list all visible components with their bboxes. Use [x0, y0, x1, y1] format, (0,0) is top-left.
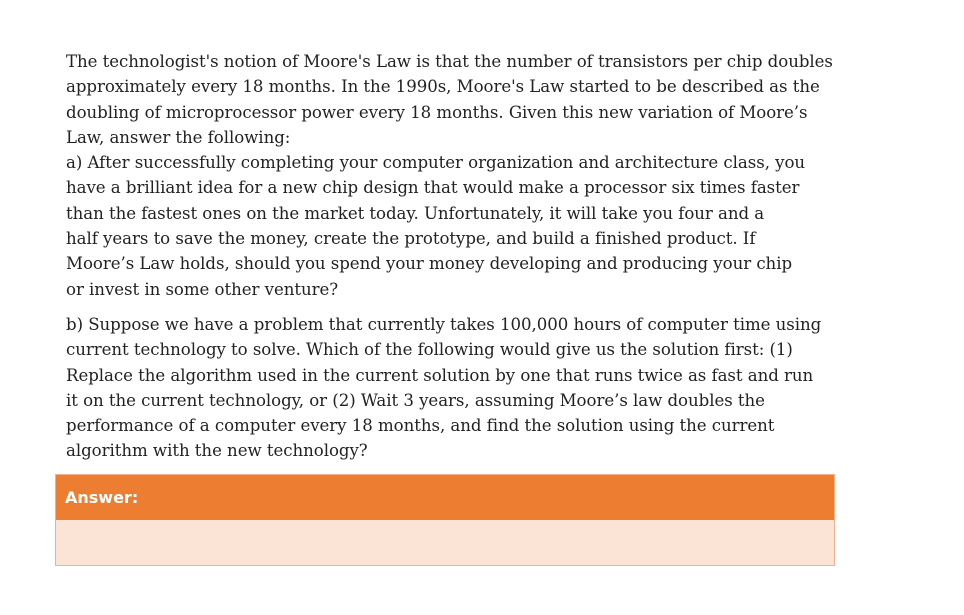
text-line: it on the current technology, or (2) Wait 3 years, assuming Moore’s law doubles the [66, 390, 765, 410]
text-line: half years to save the money, create the prototype, and build a finished product. If [66, 229, 756, 249]
text-line: performance of a computer every 18 months, and find the solution using the current [66, 416, 775, 436]
text-line: doubling of microprocessor power every 18 months. Given this new variation of Moore’s [66, 102, 808, 122]
part-a-paragraph [66, 150, 866, 302]
answer-field[interactable] [56, 520, 834, 565]
text-line: than the fastest ones on the market today. Unfortunately, it will take you four and a [66, 203, 765, 223]
question-text [66, 49, 866, 464]
answer-table [55, 474, 835, 566]
text-line: Moore’s Law holds, should you spend your money developing and producing your chip [66, 254, 793, 274]
part-b-paragraph [66, 312, 866, 464]
text-line: or invest in some other venture? [66, 279, 339, 299]
text-line: a) After successfully completing your computer organization and architecture class, you [66, 153, 806, 173]
intro-paragraph [66, 49, 866, 150]
text-line: b) Suppose we have a problem that currently takes 100,000 hours of computer time using [66, 314, 822, 334]
text-line: current technology to solve. Which of the following would give us the solution first: (1) [66, 340, 793, 360]
text-line: Replace the algorithm used in the current solution by one that runs twice as fast and run [66, 365, 814, 385]
text-line: approximately every 18 months. In the 1990s, Moore's Law started to be described as the [66, 77, 820, 97]
text-line: Law, answer the following: [66, 127, 291, 147]
answer-header: Answer: [56, 475, 834, 520]
text-line: have a brilliant idea for a new chip design that would make a processor six times faster [66, 178, 800, 198]
paragraph-spacer [66, 302, 866, 312]
text-line: The technologist's notion of Moore's Law is that the number of transistors per chip doubles [66, 52, 833, 71]
text-line: algorithm with the new technology? [66, 441, 368, 461]
